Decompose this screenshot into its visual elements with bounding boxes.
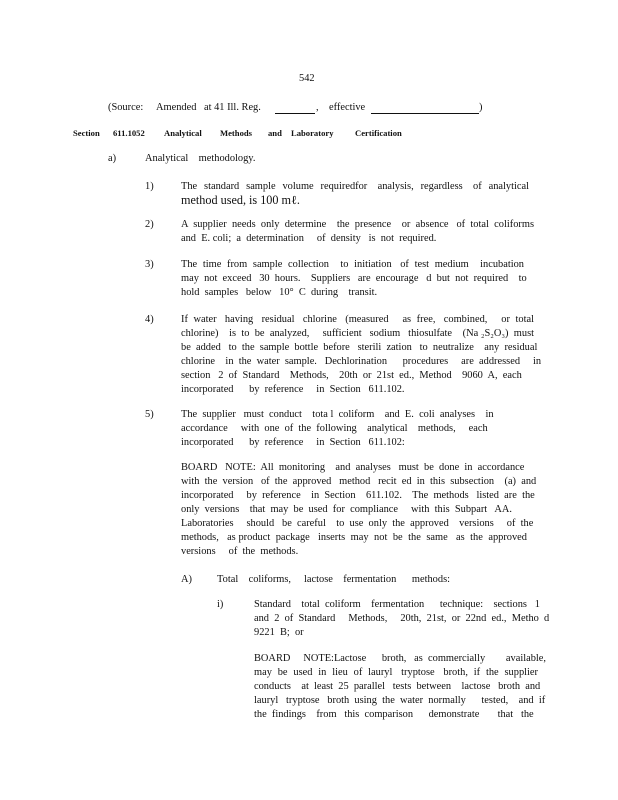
section-word-analytical: Analytical bbox=[164, 128, 202, 138]
item-1-text bbox=[181, 180, 529, 207]
item-3-text bbox=[181, 258, 527, 300]
item-a-marker: a) bbox=[108, 153, 117, 164]
sub-i-line: Standard total coliform fermentation technique: sections 1 bbox=[254, 599, 540, 610]
board-note-2-line: lauryl tryptose broth using the water normally tested, and if bbox=[254, 695, 546, 706]
source-register: at 41 Ill. Reg. bbox=[204, 102, 261, 113]
board-note-2-line: conducts at least 25 parallel tests between lactose broth and bbox=[254, 681, 541, 692]
section-word-methods: Methods bbox=[220, 128, 252, 138]
sub-i-marker: i) bbox=[217, 599, 224, 610]
item-1-line: The standard sample volume requiredfor analysis, regardless of analytical bbox=[181, 181, 529, 192]
section-word-certification: Certification bbox=[355, 128, 402, 138]
source-lead: (Source: bbox=[108, 102, 144, 113]
item-3-line: The time from sample collection to initiation of test medium incubation bbox=[181, 259, 524, 270]
item-4-line: If water having residual chlorine (measured as free, combined, or total bbox=[181, 314, 534, 325]
item-4-line: incorporated by reference in Section 611.102. bbox=[181, 384, 405, 395]
section-number: 611.1052 bbox=[113, 128, 145, 138]
register-page-blank bbox=[275, 113, 315, 114]
item-4-line: chlorine in the water sample. Dechlorination procedures are addressed in bbox=[181, 356, 542, 367]
section-label: Section bbox=[73, 128, 100, 138]
board-note-2-line: the findings from this comparison demonstrate that the bbox=[254, 709, 534, 720]
source-effective: effective bbox=[329, 102, 366, 113]
section-word-laboratory: Laboratory bbox=[291, 128, 334, 138]
item-4-line: section 2 of Standard Methods, 20th or 21st ed., Method 9060 A, each bbox=[181, 370, 522, 381]
item-4-line: be added to the sample bottle before sterili zation to neutralize any residual bbox=[181, 342, 538, 353]
item-4-text bbox=[181, 313, 542, 397]
item-5-marker: 5) bbox=[145, 409, 154, 420]
item-2-line: and E. coli; a determination of density is not required. bbox=[181, 233, 437, 244]
item-3-marker: 3) bbox=[145, 259, 154, 270]
sub-i-text bbox=[254, 598, 550, 640]
item-1-marker: 1) bbox=[145, 181, 154, 192]
sub-i-line: and 2 of Standard Methods, 20th, 21st, or 22nd ed., Metho d bbox=[254, 613, 550, 624]
board-note-1-line: methods, as product package inserts may not be the same as the approved bbox=[181, 532, 527, 543]
board-note-1-line: versions of the methods. bbox=[181, 546, 299, 557]
item-1-bold-line: method used, is 100 mℓ. bbox=[181, 193, 300, 207]
source-comma: , bbox=[316, 102, 319, 113]
board-note-2-line: BOARD NOTE:Lactose broth, as commercially available, bbox=[254, 653, 547, 664]
sub-A-marker: A) bbox=[181, 574, 192, 585]
board-note-1-line: BOARD NOTE: All monitoring and analyses must be done in accordance bbox=[181, 462, 525, 473]
item-5-line: The supplier must conduct tota l coliform and E. coli analyses in bbox=[181, 409, 494, 420]
item-5-text bbox=[181, 408, 494, 450]
item-2-line: A supplier needs only determine the presence or absence of total coliforms bbox=[181, 219, 534, 230]
item-3-line: hold samples below 10° C during transit. bbox=[181, 287, 378, 298]
source-amended: Amended bbox=[156, 102, 197, 113]
item-4-line: chlorine) is to be analyzed, sufficient sodium thiosulfate (Na ₂S₂O₃) must bbox=[181, 328, 534, 339]
item-2-marker: 2) bbox=[145, 219, 154, 230]
section-word-and: and bbox=[268, 128, 282, 138]
sub-A-title: Total coliforms, lactose fermentation methods: bbox=[217, 574, 451, 585]
sub-i-line: 9221 B; or bbox=[254, 627, 304, 638]
source-close: ) bbox=[479, 102, 483, 113]
board-note-1 bbox=[181, 461, 537, 559]
item-5-line: accordance with one of the following analytical methods, each bbox=[181, 423, 488, 434]
item-5-line: incorporated by reference in Section 611.102: bbox=[181, 437, 405, 448]
board-note-2 bbox=[254, 652, 547, 722]
board-note-1-line: with the version of the approved method recit ed in this subsection (a) and bbox=[181, 476, 537, 487]
item-4-marker: 4) bbox=[145, 314, 154, 325]
item-2-text bbox=[181, 218, 534, 246]
page-number: 542 bbox=[299, 73, 315, 84]
item-3-line: may not exceed 30 hours. Suppliers are encourage d but not required to bbox=[181, 273, 527, 284]
item-a-title: Analytical methodology. bbox=[145, 153, 256, 164]
board-note-1-line: only versions that may be used for compliance with this Subpart AA. bbox=[181, 504, 513, 515]
board-note-2-line: may be used in lieu of lauryl tryptose broth, if the supplier bbox=[254, 667, 538, 678]
board-note-1-line: Laboratories should be careful to use only the approved versions of the bbox=[181, 518, 534, 529]
effective-date-blank bbox=[371, 113, 479, 114]
board-note-1-line: incorporated by reference in Section 611.102. The methods listed are the bbox=[181, 490, 535, 501]
